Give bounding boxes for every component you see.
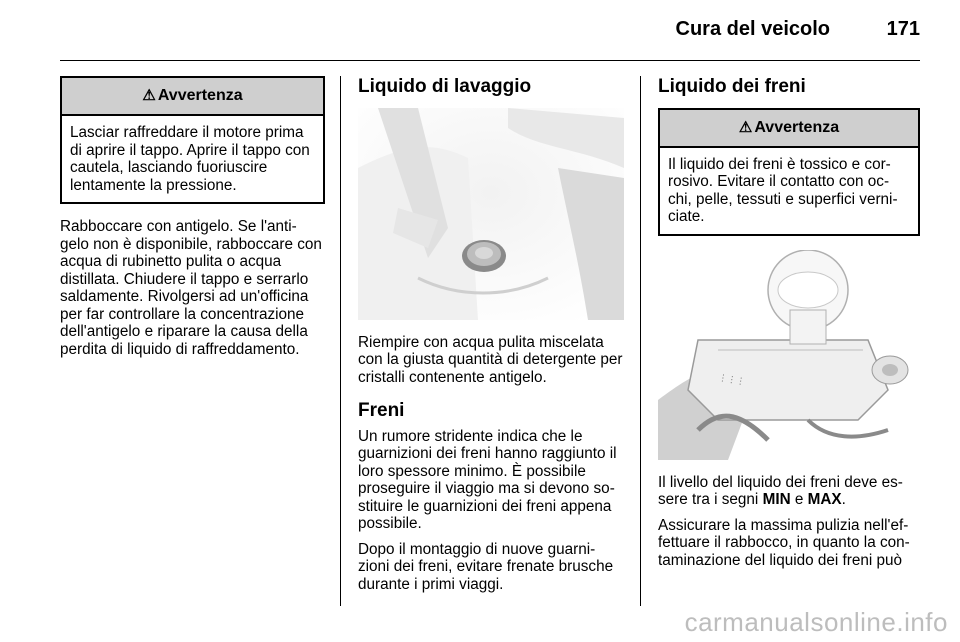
warning-box-brake-fluid [658, 108, 920, 236]
warning-body: Il liquido dei freni è tossico e cor-rosivo. Evitare il contatto con oc-chi, pelle, tessuti e superfici verni-ciate. [668, 155, 898, 225]
column-2 [358, 76, 624, 601]
section-heading-washer-fluid: Liquido di lavaggio [358, 76, 532, 97]
page-number: 171 [886, 18, 920, 40]
column-3 [658, 76, 920, 577]
brakes-paragraph-1: Un rumore stridente indica che le guarnizioni dei freni hanno raggiunto il loro spessore minimo. È possibile proseguire il viaggio ma si devono so-stituire le guarnizioni dei freni appena possibile. [358, 427, 617, 532]
washer-fluid-instructions: Riempire con acqua pulita miscelata con la giusta quantità di detergente per cristalli contenente antigelo. [358, 333, 623, 386]
warning-triangle-icon: ⚠ [738, 118, 753, 136]
warning-triangle-icon: ⚠ [142, 87, 156, 104]
brake-fluid-reservoir-photo [658, 250, 920, 460]
coolant-paragraph: Rabboccare con antigelo. Se l'anti-gelo non è disponibile, rabboccare con acqua di rubinetto pulita o acqua distillata. Chiudere il tappo e serrarlo saldamente. Rivolgersi ad un'officina per far controllare la concentrazione dell'antigelo e riparare la causa della perdita di liquido di raffreddamento. [60, 218, 322, 358]
warning-header [660, 110, 918, 148]
section-heading-brake-fluid: Liquido dei freni [658, 76, 806, 97]
warning-body: Lasciar raffreddare il motore prima di aprire il tappo. Aprire il tappo con cautela, lasciando fuoriuscire lentamente la pressione. [70, 124, 310, 194]
section-heading-brakes: Freni [358, 400, 405, 421]
washer-fluid-reservoir-photo [358, 108, 624, 320]
page-header-title: Cura del veicolo [675, 18, 830, 40]
brake-fluid-level-text: Il livello del liquido dei freni deve es-sere tra i segni MIN e MAX. [658, 473, 903, 508]
brakes-paragraph-2: Dopo il montaggio di nuove guarni-zioni dei freni, evitare frenate brusche durante i primi viaggi. [358, 540, 614, 593]
column-separator-2 [640, 76, 641, 606]
header-rule [60, 60, 920, 61]
warning-header [62, 78, 323, 116]
max-mark-label: MAX [807, 491, 842, 508]
warning-title: Avvertenza [157, 87, 243, 104]
warning-box-coolant [60, 76, 325, 204]
watermark: carmanualsonline.info [684, 607, 948, 637]
svg-text:⋮⋮⋮: ⋮⋮⋮ [717, 371, 746, 387]
brake-fluid-cleanliness-text: Assicurare la massima pulizia nell'ef-fettuare il rabbocco, in quanto la con-taminazione del liquido dei freni può [658, 516, 910, 569]
warning-title: Avvertenza [754, 118, 840, 136]
min-mark-label: MIN [762, 491, 791, 508]
column-separator-1 [340, 76, 341, 606]
column-1 [60, 76, 325, 366]
